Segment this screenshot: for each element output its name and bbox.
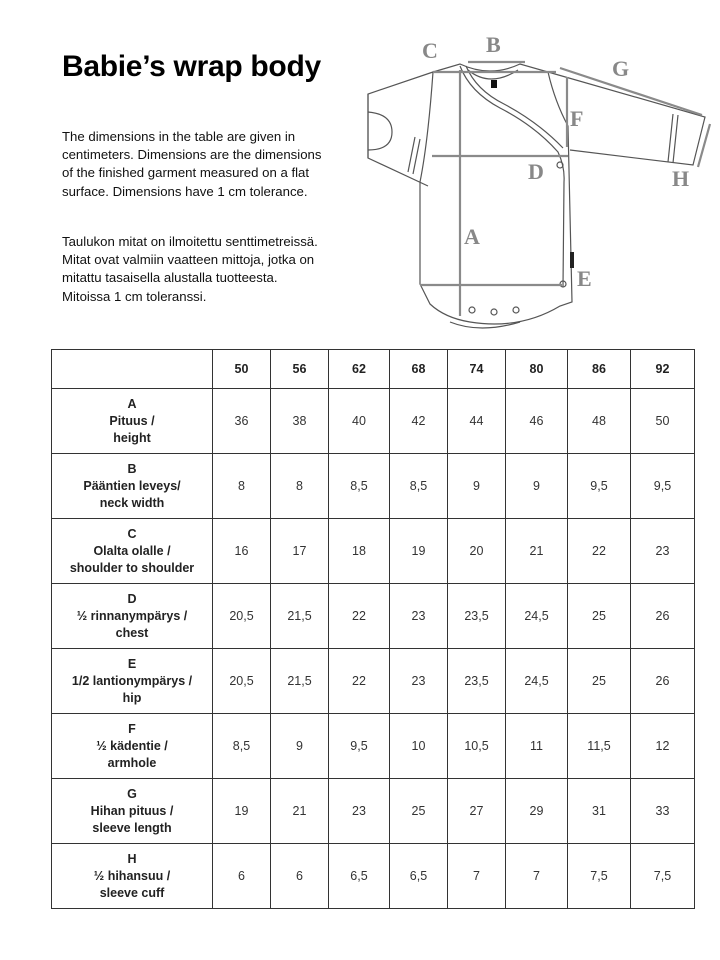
- measurement-label-fi: ½ kädentie /: [96, 738, 168, 753]
- measurement-value: 7,5: [568, 844, 631, 909]
- page-title: Babie’s wrap body: [62, 50, 321, 83]
- measurement-value: 23: [390, 584, 448, 649]
- measurement-label-code: C: [127, 526, 137, 541]
- measurement-value: 7: [448, 844, 506, 909]
- measurement-value: 17: [271, 519, 329, 584]
- measurement-value: 6,5: [329, 844, 390, 909]
- measurement-value: 11: [506, 714, 568, 779]
- measurement-value: 26: [631, 584, 695, 649]
- measurement-value: 50: [631, 389, 695, 454]
- measurement-label: [52, 714, 213, 779]
- table-row: [52, 454, 695, 519]
- measurement-value: 22: [568, 519, 631, 584]
- measurement-value: 9: [506, 454, 568, 519]
- measurement-label-fi: ½ hihansuu /: [93, 868, 171, 883]
- description-english: The dimensions in the table are given in centimeters. Dimensions are the dimensions of the finished garment measured on a flat surface. Dimensions have 1 cm tolerance.: [62, 129, 322, 199]
- measurement-label-code: G: [127, 786, 137, 801]
- measurement-label: [52, 649, 213, 714]
- table-row: [52, 519, 695, 584]
- measurement-value: 6: [271, 844, 329, 909]
- measurement-label-en: sleeve cuff: [99, 885, 165, 900]
- measurement-value: 18: [329, 519, 390, 584]
- measurement-value: 6: [213, 844, 271, 909]
- measurement-value: 11,5: [568, 714, 631, 779]
- size-header: 74: [448, 350, 506, 389]
- measurement-value: 9: [448, 454, 506, 519]
- measurement-value: 21,5: [271, 649, 329, 714]
- side-tag: [570, 252, 574, 268]
- diagram-label-h: H: [672, 166, 690, 191]
- measurement-value: 21: [506, 519, 568, 584]
- diagram-label-d: D: [528, 159, 544, 184]
- size-chart-table: [51, 349, 695, 909]
- measurement-value: 20,5: [213, 584, 271, 649]
- measure-lines: [420, 62, 710, 316]
- measurement-label-code: A: [127, 396, 137, 411]
- measurement-value: 25: [390, 779, 448, 844]
- size-header: 62: [329, 350, 390, 389]
- measurement-value: 9,5: [329, 714, 390, 779]
- label-tag: [491, 80, 497, 88]
- size-header-row: [52, 350, 695, 389]
- measurement-value: 31: [568, 779, 631, 844]
- measurement-value: 23: [390, 649, 448, 714]
- measurement-value: 23: [329, 779, 390, 844]
- measurement-value: 16: [213, 519, 271, 584]
- measurement-label-en: neck width: [99, 495, 165, 510]
- measurement-value: 8: [271, 454, 329, 519]
- measurement-value: 9,5: [568, 454, 631, 519]
- measurement-value: 29: [506, 779, 568, 844]
- measurement-label: [52, 454, 213, 519]
- measurement-value: 44: [448, 389, 506, 454]
- description-finnish: Taulukon mitat on ilmoitettu senttimetreissä. Mitat ovat valmiin vaatteen mittoja, jotka on mitattu tasaisella alustalla tuotteesta. Mitoissa 1 cm toleranssi.: [62, 234, 318, 304]
- measurement-value: 9: [271, 714, 329, 779]
- measurement-value: 21,5: [271, 584, 329, 649]
- measurement-value: 27: [448, 779, 506, 844]
- measurement-label-en: sleeve length: [92, 820, 172, 835]
- measurement-label-code: F: [128, 721, 136, 736]
- measurement-value: 24,5: [506, 584, 568, 649]
- diagram-label-c: C: [422, 38, 438, 63]
- measurement-value: 21: [271, 779, 329, 844]
- measurement-label-fi: 1/2 lantionympärys /: [71, 673, 193, 688]
- size-header: 56: [271, 350, 329, 389]
- measurement-value: 8,5: [213, 714, 271, 779]
- measurement-value: 26: [631, 649, 695, 714]
- measurement-value: 20,5: [213, 649, 271, 714]
- size-header: 50: [213, 350, 271, 389]
- measurement-value: 42: [390, 389, 448, 454]
- measurement-value: 40: [329, 389, 390, 454]
- table-row: [52, 389, 695, 454]
- size-header: 80: [506, 350, 568, 389]
- measurement-label-code: B: [127, 461, 137, 476]
- measurement-label-en: armhole: [107, 755, 157, 770]
- garment-measurement-diagram: [360, 22, 720, 342]
- measurement-value: 24,5: [506, 649, 568, 714]
- measurement-label: [52, 844, 213, 909]
- measurement-value: 22: [329, 584, 390, 649]
- measurement-label-fi: Hihan pituus /: [90, 803, 174, 818]
- measurement-value: 22: [329, 649, 390, 714]
- measurement-value: 12: [631, 714, 695, 779]
- table-row: [52, 584, 695, 649]
- table-row: [52, 844, 695, 909]
- size-header: 68: [390, 350, 448, 389]
- measurement-value: 7: [506, 844, 568, 909]
- measurement-label: [52, 389, 213, 454]
- measurement-value: 46: [506, 389, 568, 454]
- measurement-label-code: D: [127, 591, 137, 606]
- measurement-value: 19: [213, 779, 271, 844]
- header-empty-cell: [52, 350, 213, 389]
- measurement-value: 10: [390, 714, 448, 779]
- measurement-label-en: height: [113, 430, 151, 445]
- measurement-value: 20: [448, 519, 506, 584]
- measurement-value: 23,5: [448, 584, 506, 649]
- table-row: [52, 779, 695, 844]
- measurement-value: 23,5: [448, 649, 506, 714]
- measurement-label-code: E: [127, 656, 137, 671]
- measurement-label-en: shoulder to shoulder: [69, 560, 195, 575]
- measurement-value: 38: [271, 389, 329, 454]
- measurement-value: 19: [390, 519, 448, 584]
- diagram-label-a: A: [464, 224, 480, 249]
- measurement-label-fi: Olalta olalle /: [93, 543, 171, 558]
- measurement-label-fi: Pituus /: [109, 413, 155, 428]
- size-header: 92: [631, 350, 695, 389]
- measurement-label-fi: Pääntien leveys/: [83, 478, 181, 493]
- diagram-label-f: F: [570, 106, 584, 131]
- diagram-label-g: G: [612, 56, 630, 81]
- measurement-value: 10,5: [448, 714, 506, 779]
- diagram-label-b: B: [486, 32, 501, 57]
- measurement-label-code: H: [127, 851, 137, 866]
- table-row: [52, 649, 695, 714]
- measurement-value: 9,5: [631, 454, 695, 519]
- measurement-label-en: hip: [122, 690, 142, 705]
- measurement-value: 23: [631, 519, 695, 584]
- size-header: 86: [568, 350, 631, 389]
- garment-outline: [368, 64, 705, 328]
- measurement-value: 25: [568, 649, 631, 714]
- diagram-label-e: E: [577, 266, 592, 291]
- measurement-value: 8,5: [329, 454, 390, 519]
- measurement-value: 36: [213, 389, 271, 454]
- measurement-value: 8: [213, 454, 271, 519]
- measurement-label: [52, 779, 213, 844]
- measurement-value: 48: [568, 389, 631, 454]
- measurement-value: 7,5: [631, 844, 695, 909]
- measurement-label: [52, 584, 213, 649]
- measurement-value: 33: [631, 779, 695, 844]
- measurement-label-en: chest: [115, 625, 149, 640]
- measurement-label-fi: ½ rinnanympärys /: [76, 608, 188, 623]
- measurement-value: 6,5: [390, 844, 448, 909]
- measurement-value: 25: [568, 584, 631, 649]
- measurement-label: [52, 519, 213, 584]
- measurement-value: 8,5: [390, 454, 448, 519]
- table-row: [52, 714, 695, 779]
